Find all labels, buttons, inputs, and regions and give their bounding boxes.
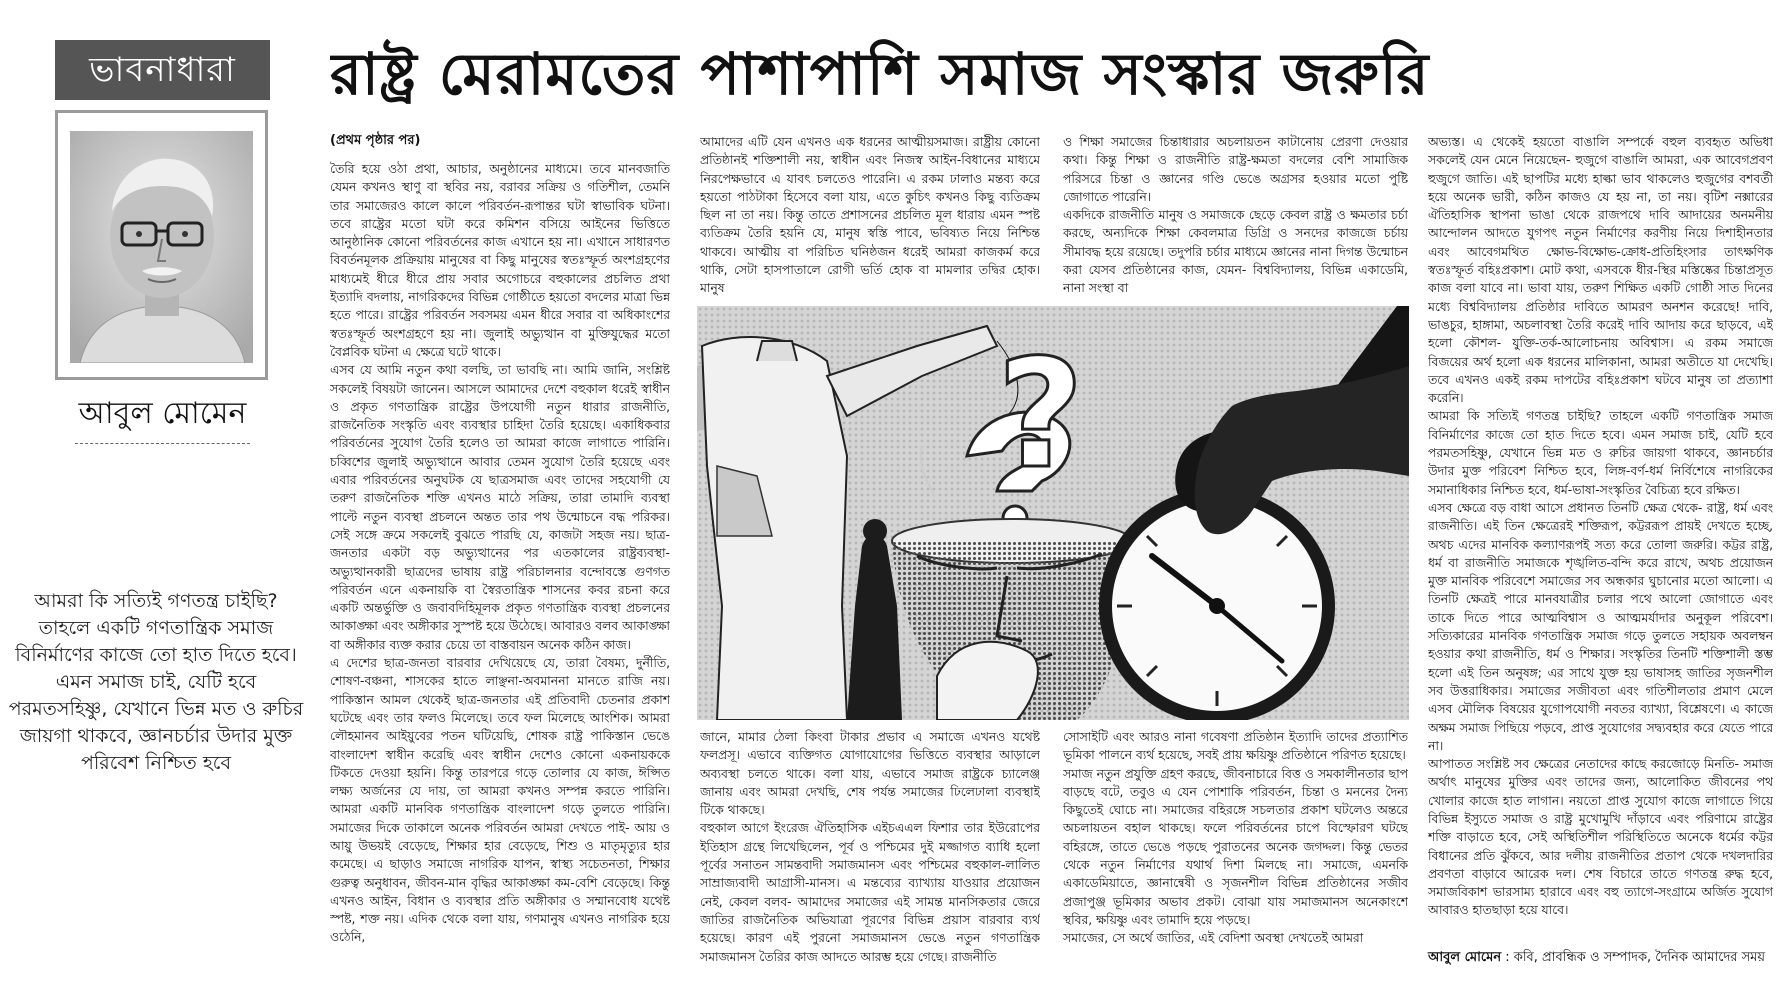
article-illustration [697, 306, 1409, 720]
paragraph: অভ্যস্ত। এ থেকেই হয়তো বাঙালি সম্পর্কে বহুল ব্যবহৃত অভিধা সকলেই যেন মেনে নিয়েছেন- হুজুগে বাঙালি আমরা, এক আবেগপ্রবণ হুজুগে জাতি। এই ছাপটির মধ্যে হাল্কা ভাব থাকলেও হুজুগের বশবর্তী হয়ে অনেক ভারী, কঠিন কাজও যে হয় না, তা নয়। বৃটিশ নক্সারের ঐতিহাসিক স্থাপনা ভাঙা থেকে রাজপথে দাবি আদায়ের অনমনীয় আন্দোলন আদতে যুগপৎ নতুন নির্মাণের করণীয় নিয়ে দিশাহীনতার এবং আবেগমথিত ক্ষোভ-বিক্ষোভ-ক্রোধ-প্রতিহিংসার তাৎক্ষণিক স্বতঃস্ফূর্ত বহিঃপ্রকাশ। মোট কথা, এসবকে ধীর-স্থির মস্তিষ্কের চিন্তাপ্রসূত কাজ বলা যাবে না। ভাবা যায়, তরুণ শিক্ষিত একটি গোষ্ঠী সাত দিনের মধ্যে বিশ্ববিদ্যালয় প্রতিষ্ঠার দাবিতে আমরণ অনশন করেছে! দাবি, ভাঙচুর, হাঙ্গামা, অচলাবস্থা তৈরি করেই দাবি আদায় করে ছাড়বে, এই হলো কৌশল- যুক্তি-তর্ক-আলোচনায় অবিশ্বাস। এ রকম সমাজে বিজয়ের অর্থ হলো এক ধরনের মালিকানা, আমরা অতীতে যা দেখেছি। তবে এখনও একই রকম দাপটের বহিঃপ্রকাশ ঘটবে মানুষ তা প্রত্যাশা করেনি। [1428, 135, 1773, 406]
paragraph: এ দেশের ছাত্র-জনতা বারবার দেখিয়েছে যে, তারা বৈষম্য, দুর্নীতি, শোষণ-বঞ্চনা, শাসকের হাতে লাঞ্ছনা-অবমাননা মানতে রাজি নয়। পাকিস্তান আমল থেকেই ছাত্র-জনতার এই প্রতিবাদী চেতনার প্রকাশ ঘটেছে এবং তার ফলও মিলেছে। তবে ফল মিলেছে আংশিক। আমরা লৌহমানব আইয়ুবের পতন ঘটিয়েছি, শোষক রাষ্ট্র পাকিস্তান ভেঙে বাংলাদেশ স্বাধীন করেছি এবং স্বাধীন দেশেও কোনো একনায়ককে টিকতে দেওয়া হয়নি। কিন্তু তারপরে গড়ে তোলার যে কাজ, ঈপ্সিত লক্ষ্য অর্জনের যে দায়, তা আমরা কখনও সম্পন্ন করতে পারিনি। আমরা একটি মানবিক গণতান্ত্রিক বাংলাদেশ গড়ে তুলতে পারিনি। সমাজের দিকে তাকালে অনেক পরিবর্তন আমরা দেখতে পাই- আয় ও আয়ু উভয়ই বেড়েছে, শিক্ষার হার বেড়েছে, শিশু ও মাতৃমৃত্যুর হার কমেছে। এ ছাড়াও সমাজে নাগরিক যাপন, স্বাস্থ্য সচেতনতা, শিক্ষার গুরুত্ব অনুধাবন, জীবন-মান বৃদ্ধির আকাঙ্ক্ষা কম-বেশি বেড়েছে। কিন্তু এখনও আইন, বিধান ও ব্যবস্থার প্রতি অঙ্গীকার ও সম্মানবোধ যথেষ্ট স্পষ্ট, শক্ত নয়। এদিক থেকে বলা যায়, গণমানুষ এখনও নাগরিক হয়ে ওঠেনি, [330, 656, 670, 945]
author-photo-frame [55, 110, 268, 380]
section-tag: ভাবনাধারা [55, 40, 270, 100]
paragraph: আমরা কি সত্যিই গণতন্ত্র চাইছি? তাহলে একটি গণতান্ত্রিক সমাজ বিনির্মাণের কাজে তো হাত দিতে হবে। এমন সমাজ চাই, যেটি হবে পরমতসহিষ্ণু, যেখানে ভিন্ন মত ও রুচির জায়গা থাকবে, জ্ঞানচর্চার উদার মুক্ত পরিবেশ নিশ্চিত হবে, লিঙ্গ-বর্ণ-ধর্ম নির্বিশেষে নাগরিকের সমানাধিকার নিশ্চিত হবে, ধর্ম-ভাষা-সংস্কৃতির বৈচিত্র্য হবে রক্ষিত। [1428, 409, 1773, 497]
author-note [1428, 948, 1773, 967]
paragraph: এসব ক্ষেত্রে বড় বাধা আসে প্রধানত তিনটি ক্ষেত্র থেকে- রাষ্ট্র, ধর্ম এবং রাজনীতি। এই তিন ক্ষেত্রেরই শক্তিরূপ, কট্টররূপ প্রায়ই দেখতে হচ্ছে, অথচ এদের মানবিক কল্যাণরূপই সত্য করে তোলা জরুরি। কট্টর রাষ্ট্র, ধর্ম বা রাজনীতি সমাজকে শৃঙ্খলিত-বন্দি করে রাখে, অথচ প্রয়োজন মুক্ত মানবিক পরিবেশে সমাজের সব অন্ধকার ঘুচানোর মতো আলো। এ তিনটি ক্ষেত্রই পারে মানবযাত্রীর চলার পথে আলো জোগাতে এবং তাকে দিতে পারে আত্মবিশ্বাস ও আত্মমর্যাদার অনুকূল পরিবেশ। সত্যিকারের মানবিক গণতান্ত্রিক সমাজ গড়ে তুলতে সহায়ক অবলম্বন হওয়ার কথা রাজনীতি, ধর্ম ও শিক্ষার। সংস্কৃতির তিনটি শক্তিশালী স্তম্ভ হলো এই তিন অনুষঙ্গ; এর সাথে যুক্ত হয় ভাষাসহ জাতির সৃজনশীল সব উত্তরাধিকার। সমাজের সজীবতা এবং গতিশীলতার প্রমাণ মেলে এসব মৌলিক বিষয়ের যুগোপযোগী নবতর ব্যাখ্যা, বিশ্লেষণে। এ কাজে অক্ষম সমাজ পিছিয়ে পড়বে, প্রাপ্ত সুযোগের সদ্ব্যবহার করে যেতে পারে না। [1428, 500, 1773, 753]
paragraph: একদিকে রাজনীতি মানুষ ও সমাজকে ছেড়ে কেবল রাষ্ট্র ও ক্ষমতার চর্চা করছে, অন্যদিকে শিক্ষা কেবলমাত্র ডিগ্রি ও সনদের কাজজে চর্চায় সীমাবদ্ধ হয়ে রয়েছে। তদুপরি চর্চার মাধ্যমে জ্ঞানের নানা দিগন্ত উন্মোচন করা যেসব প্রতিষ্ঠানের কাজ, যেমন- বিশ্ববিদ্যালয়, বিভিন্ন একাডেমি, নানা সংস্থা বা [1063, 208, 1408, 296]
author-photo [70, 131, 253, 363]
paragraph: ও শিক্ষা সমাজের চিন্তাধারার অচলায়তন কাটানোয় প্রেরণা দেওয়ার কথা। কিন্তু শিক্ষা ও রাজনীতি রাষ্ট্র-ক্ষমতা বদলের বেশি সামাজিক পরিসরে চিন্তা ও জ্ঞানের গণ্ডি ভেঙে অগ্রসর হওয়ার মতো পুষ্টি জোগাতে পারেনি। [1063, 135, 1408, 204]
paragraph: আপাতত সংশ্লিষ্ট সব ক্ষেত্রের নেতাদের কাছে করজোড়ে মিনতি- সমাজ অর্থাৎ মানুষের মুক্তির এবং তাদের জন্য, আলোকিত জীবনের পথ খোলার কাজে হাত লাগান। নয়তো প্রাপ্ত সুযোগ কাজে লাগাতে গিয়ে বিভিন্ন ইস্যুতে সমাজ ও রাষ্ট্র মুখোমুখি দাঁড়াবে এবং পরিণামে রাষ্ট্রের শক্তি বাড়াতে হবে, সেই অস্থিতিশীল পরিস্থিতিতে অনেকে ধর্মের কট্টর বিধানের প্রতি ঝুঁকবে, আর দলীয় রাজনীতির প্রতাপ থেকে দখলদারির প্রবণতা বাড়াবে আরেক দল। শেষ বিচারে তাতে গণতন্ত্র রুদ্ধ হবে, সমাজবিকাশ ভারসাম্য হারাবে এবং বহু ত্যাগে-সংগ্রামে অর্জিত সুযোগ আবারও হাতছাড়া হয়ে যাবে। [1428, 757, 1773, 918]
author-divider [75, 443, 250, 444]
continued-from-label: (প্রথম পৃষ্ঠার পর) [330, 133, 421, 148]
question-mark-icon: ? [997, 328, 1085, 502]
paragraph: এসব যে আমি নতুন কথা বলছি, তা ভাবছি না। আমি জানি, সংশ্লিষ্ট সকলেই বিষয়টা জানেন। আসলে আমাদের দেশে বহুকাল ধরেই স্বাধীন ও প্রকৃত গণতান্ত্রিক রাষ্ট্রের উপযোগী নতুন ধারার রাজনীতি, রাজনৈতিক সংস্কৃতি এবং ব্যবস্থার চাহিদা তৈরি হয়েছে। একাধিকবার পরিবর্তনের সুযোগ তৈরি হলেও তা আমরা কাজে লাগাতে পারিনি। চব্বিশের জুলাই অভ্যুত্থানে আবার তেমন সুযোগ তৈরি হয়েছে এবং এবার পরিবর্তনের অনুঘটক যে ছাত্রসমাজ এবং তাদের সহযোগী যে তরুণ রাজনৈতিক শক্তি এখনও মাঠে সক্রিয়, তারা তামাদি ব্যবস্থা পাল্টে নতুন ব্যবস্থা প্রচলনে অন্তত তার পথ উন্মোচনে বদ্ধ পরিকর। সেই সঙ্গে ক্রমে সকলেই বুঝতে পারছি যে, কাজটা সহজ নয়। ছাত্র-জনতার একটা বড় অভ্যুত্থানের পর এতকালের রাষ্ট্রব্যবস্থা- অভ্যুত্থানকারী ছাত্রদের ভাষায় রাষ্ট্র পরিচালনার বন্দোবস্তে গুণগত পরিবর্তন এনে একনায়কি বা স্বৈরতান্ত্রিক শাসনের কবর রচনা করে একটি অন্তর্ভুক্তি ও জবাবদিহিমূলক প্রকৃত গণতান্ত্রিক ব্যবস্থা প্রচলনের আকাঙ্ক্ষা এবং অঙ্গীকার সুস্পষ্ট হয়ে উঠেছে। আবারও বলব আকাঙ্ক্ষা বা অঙ্গীকার ব্যক্ত করার চেয়ে তা বাস্তবায়ন অনেক কঠিন কাজ। [330, 363, 670, 652]
pull-quote: আমরা কি সত্যিই গণতন্ত্র চাইছি? তাহলে একটি গণতান্ত্রিক সমাজ বিনির্মাণের কাজে তো হাত দিতে হবে। এমন সমাজ চাই, যেটি হবে পরমতসহিষ্ণু, যেখানে ভিন্ন মত ও রুচির জায়গা থাকবে, জ্ঞানচর্চার উদার মুক্ত পরিবেশ নিশ্চিত হবে [8, 590, 304, 774]
headline: রাষ্ট্র মেরামতের পাশাপাশি সমাজ সংস্কার জরুরি [330, 40, 1430, 108]
paragraph: সমাজের, সে অর্থে জাতির, এই বেদিশা অবস্থা দেখতেই আমরা [1063, 931, 1364, 946]
paragraph: তৈরি হয়ে ওঠা প্রথা, আচার, অনুষ্ঠানের মাধ্যমে। তবে মানবজাতি যেমন কখনও স্থাণু বা স্থবির নয়, বরাবর সক্রিয় ও গতিশীল, তেমনি তার সমাজেরও কালে কালে পরিবর্তন-রূপান্তর ঘটা স্বাভাবিক ঘটনা। তবে রাষ্ট্রের মতো ঘটা করে কমিশন বসিয়ে আইনের ভিত্তিতে আনুষ্ঠানিক কোনো পরিবর্তনের কাজ এখানে হয় না। এখানে সাধারণত বিবর্তনমূলক প্রক্রিয়ায় মানুষের বা কিছু মানুষের স্বতঃস্ফূর্ত অংশগ্রহণের মাধ্যমেই ধীরে ধীরে প্রায় সবার অগোচরে বহুকালের প্রচলিত প্রথা ইত্যাদি বদলায়, নাগরিকদের বিভিন্ন গোষ্ঠীতে হয়তো বদলের মাত্রা ভিন্ন হতে পারে। রাষ্ট্রের পরিবর্তন সবসময় এমন ধীরে সবার বা অধিকাংশের স্বতঃস্ফূর্ত অংশগ্রহণে হয় না। জুলাই অভ্যুত্থান বা মুক্তিযুদ্ধের মতো বৈপ্লবিক ঘটনা এ ক্ষেত্রে ঘটে থাকে। [330, 162, 670, 359]
paragraph: সমাজ নতুন প্রযুক্তি গ্রহণ করছে, জীবনাচারে বিত্ত ও সমকালীনতার ছাপ বাড়ছে বটে, তবুও এ যেন পোশাকি পরিবর্তন, চিন্তা ও মননের দৈন্য কিছুতেই ঘোচে না। সমাজের বহিরঙ্গে সচলতার প্রকাশ ঘটলেও অন্তরে অচলায়তন বহাল থাকছে। ফলে পরিবর্তনের চাপে বিস্ফোরণ ঘটছে বহিরঙ্গে, তাতে ভেঙে পড়ছে পুরাতনের অনেক জগদ্দল। কিন্তু ভেতর থেকে নতুন নির্মাণের যথার্থ দিশা মিলছে না। সমাজে, এমনকি একাডেমিয়াতে, জ্ঞানান্বেষী ও সৃজনশীল বিভিন্ন প্রতিষ্ঠানের সজীব প্রজাপুঞ্জ ভূমিকার অভাব প্রকট। বোঝা যায় সমাজমানস অনেকাংশে স্থবির, ক্ষয়িষ্ণু এবং তামাদি হয়ে পড়ছে। [1063, 766, 1408, 927]
paragraph: জানে, মামার ঠেলা কিংবা টাকার প্রভাব এ সমাজে এখনও যথেষ্ট ফলপ্রসূ। এভাবে ব্যক্তিগত যোগাযোগের ভিত্তিতে ব্যবস্থার আড়ালে অব্যবস্থা চলতে থাকে। বলা যায়, এভাবে সমাজ রাষ্ট্রকে চ্যালেঞ্জ জানায় এবং আমরা দেখছি, শেষ পর্যন্ত সমাজের ঢিলেঢালা ব্যবস্থাই টিকে থাকছে। [700, 730, 1040, 818]
paragraph: আমাদের এটি যেন এখনও এক ধরনের আত্মীয়সমাজ। রাষ্ট্রীয় কোনো প্রতিষ্ঠানই শক্তিশালী নয়, স্বাধীন এবং নিজস্ব আইন-বিধানের মাধ্যমে নিরপেক্ষভাবে এ যাবৎ চলতেও পারেনি। এ রকম ঢালাও মন্তব্য করে হয়তো পাঠটাকা হিসেবে বলা যায়, এতে কুচিৎ কখনও কিছু ব্যতিক্রম ছিল না তা নয়। কিন্তু তাতে প্রশাসনের প্রচলিত মূল ধারায় এমন স্পষ্ট ব্যতিক্রম তৈরি হয়নি যে, মানুষ স্বস্তি পাবে, ভবিষ্যত নিয়ে নিশ্চিন্ত থাকবে। আত্মীয় বা পরিচিত ঘনিষ্ঠজন ধরেই আমরা কাজকর্ম করে থাকি, সেটা হাসপাতালে রোগী ভর্তি হোক বা মামলার তদ্বির হোক। মানুষ [700, 135, 1040, 296]
article-column-1 [330, 160, 670, 980]
author-name: আবুল মোমেন [78, 396, 247, 431]
paragraph: সোসাইটি এবং আরও নানা গবেষণা প্রতিষ্ঠান ইত্যাদি তাদের প্রত্যাশিত ভূমিকা পালনে ব্যর্থ হয়েছে, সবই প্রায় ক্ষয়িষ্ণু প্রতিষ্ঠানে পরিণত হয়েছে। [1063, 730, 1408, 763]
article-column-2-bottom [700, 728, 1040, 980]
author-note-desc: : কবি, প্রাবন্ধিক ও সম্পাদক, দৈনিক আমাদের সময় [1505, 950, 1766, 965]
article-column-4 [1428, 133, 1773, 943]
article-column-3-bottom [1063, 728, 1408, 980]
author-note-name: আবুল মোমেন [1428, 950, 1502, 965]
paragraph: বহুকাল আগে ইংরেজ ঐতিহাসিক এইচএএল ফিশার তার ইউরোপের ইতিহাস গ্রন্থে লিখেছিলেন, পূর্ব ও পশ্চিমের দুই মজ্জাগত ব্যাধি হলো পূর্বের সনাতন সামন্তবাদী সমাজমানস এবং পশ্চিমের বহুকাল-লালিত সাম্রাজ্যবাদী আগ্রাসী-মানস। এ মন্তব্যের ব্যাখ্যায় যাওয়ার প্রয়োজন নেই, কেবল বলব- আমাদের সমাজের এই সামন্ত মানসিকতার জেরে জাতির রাজনৈতিক অভিযাত্রা পূরণের বিভিন্ন প্রয়াস বারবার ব্যর্থ হয়েছে। কারণ এই পুরনো সমাজমানস ভেঙে নতুন গণতান্ত্রিক সমাজমানস তৈরির কাজ আদতে আরম্ভ হয়ে গেছে। রাজনীতি [700, 821, 1040, 964]
article-column-2-top [700, 133, 1040, 303]
article-column-3-top [1063, 133, 1408, 303]
